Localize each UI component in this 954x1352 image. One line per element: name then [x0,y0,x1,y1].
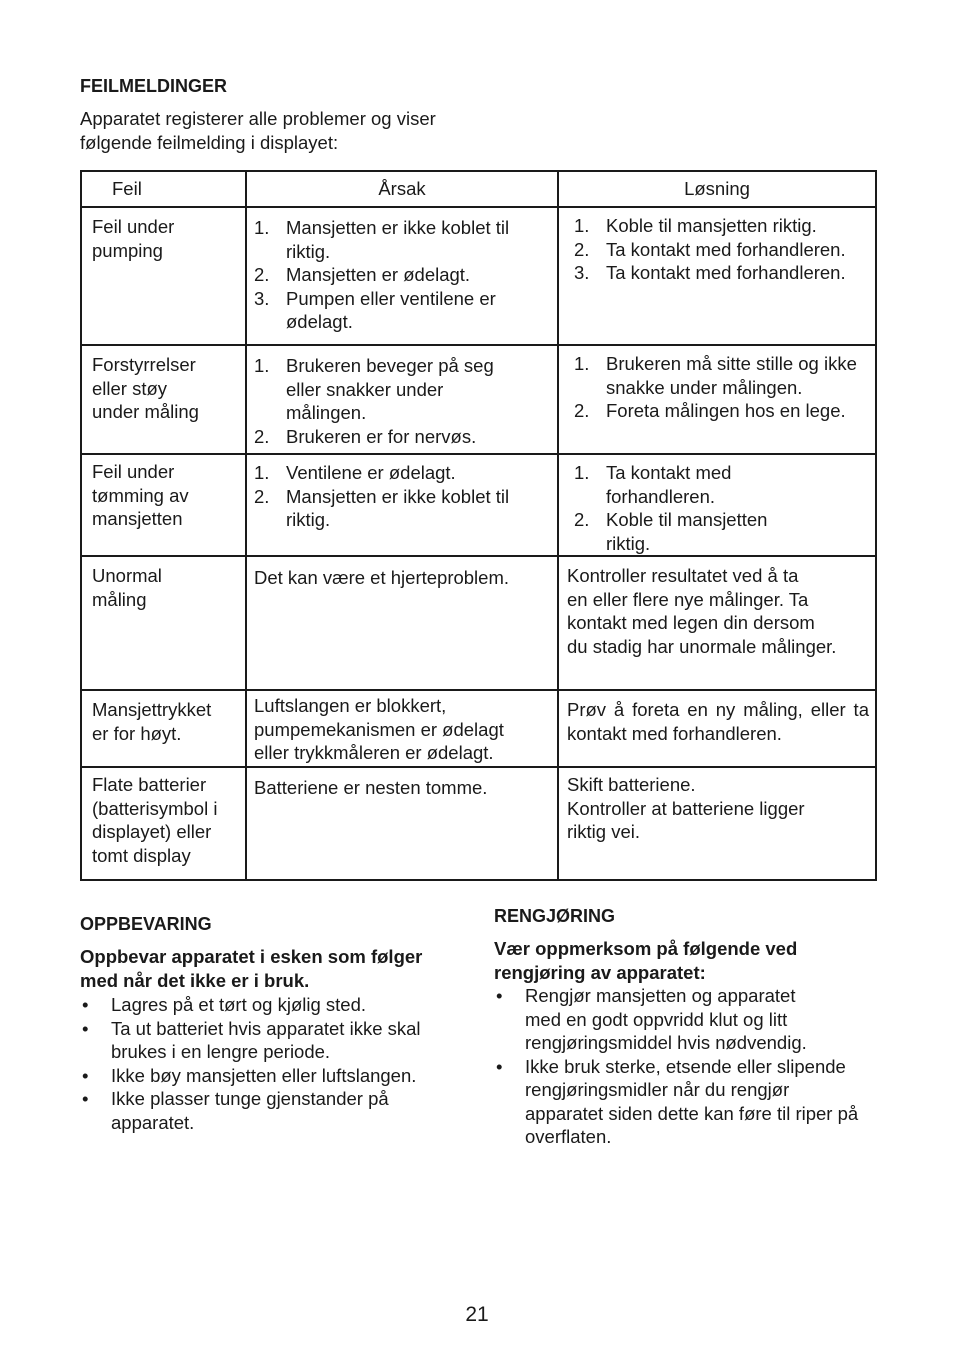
list-item-text: Rengjør mansjetten og apparatet med en godt oppvridd klut og litt rengjøringsmiddel hvis nødvendig. [525,985,807,1053]
list-item-text: Ta kontakt med forhandleren. [606,262,846,283]
bullet-icon: • [82,994,89,1015]
feil-cell [81,454,246,556]
arsak-cell [246,556,558,690]
list-item: 1. Brukeren må sitte stille og ikke snakke under målingen. [574,353,857,398]
bullet-icon: • [496,1055,503,1077]
feil-line: Mansjettrykket [92,699,212,720]
list-item: 3. Pumpen eller ventilene er ødelagt. [254,287,496,332]
list-item: 1. Ventilene er ødelagt. [254,462,456,483]
feil-line: (batterisymbol i [92,797,218,819]
arsak-text: Batteriene er nesten tomme. [254,777,488,798]
cleaning-lead [494,937,874,984]
losning-line: riktig vei. [567,821,640,842]
feil-line: Feil under [92,461,175,482]
feil-line: mansjetten [92,508,183,529]
losning-cell [558,767,876,880]
feil-cell [81,345,246,454]
list-item-text: Mansjetten er ikke koblet til riktig. [286,485,510,530]
losning-cell [558,207,876,345]
cleaning-lead-line1: Vær oppmerksom på følgende ved [494,938,798,959]
list-item: 2. Foreta målingen hos en lege. [574,400,846,421]
table-row [81,345,876,454]
errors-intro-line2: følgende feilmelding i displayet: [80,131,339,153]
feil-line: tomt display [92,844,191,866]
losning-line: Kontroller at batteriene ligger [567,797,805,819]
storage-lead-line2: med når det ikke er i bruk. [80,969,310,991]
list-item-text: Koble til mansjetten riktig. [606,215,817,236]
errors-heading: FEILMELDINGER [80,76,227,96]
feil-line: Forstyrrelser [92,354,196,375]
losning-line: Kontroller resultatet ved å ta [567,565,799,586]
list-item-text: Ventilene er ødelagt. [286,462,456,483]
list-item: 2. Mansjetten er ødelagt. [254,264,471,285]
table-row [81,556,876,690]
feil-line: måling [92,588,147,610]
errors-intro [80,107,436,154]
header-arsak: Årsak [246,171,558,207]
table-header-row [81,171,876,207]
bullet-icon: • [82,1017,89,1039]
storage-lead [80,945,460,992]
losning-cell [558,345,876,454]
feil-line: tømming av [92,484,189,506]
bullet-icon: • [82,1064,89,1086]
list-item: 1. Mansjetten er ikke koblet til riktig. [254,217,510,262]
arsak-line: Luftslangen er blokkert, [254,695,447,716]
list-item-text: Ikke bøy mansjetten eller luftslangen. [111,1064,417,1086]
list-item-text: Pumpen eller ventilene er ødelagt. [286,287,496,332]
feil-line: pumping [92,239,163,261]
list-item-text: Koble til mansjetten riktig. [606,509,768,554]
errors-intro-line1: Apparatet registerer alle problemer og viser [80,108,436,129]
list-item: 1. Brukeren beveger på seg eller snakker under målingen. [254,355,494,423]
page-number: 21 [465,1303,489,1326]
list-item-text: Ta kontakt med forhandleren. [606,462,732,507]
arsak-line: pumpemekanismen er ødelagt [254,718,504,740]
list-item-text: Mansjetten er ødelagt. [286,264,471,285]
list-item [494,1055,872,1149]
feil-line: Feil under [92,216,175,237]
list-item-text: Brukeren må sitte stille og ikke snakke under målingen. [606,353,857,398]
arsak-cell [246,345,558,454]
list-item-text: Brukeren beveger på seg eller snakker under målingen. [286,355,494,423]
feil-cell [81,556,246,690]
header-feil: Feil [81,171,246,207]
list-item-text: Ikke plasser tunge gjenstander på apparatet. [111,1088,389,1133]
cleaning-heading: RENGJØRING [494,906,616,926]
feil-line: Flate batterier [92,774,207,795]
losning-text: Prøv å foreta en ny måling, eller ta kontakt med forhandleren. [567,699,869,744]
list-item: 3. Ta kontakt med forhandleren. [574,262,846,283]
arsak-cell [246,207,558,345]
table-row [81,207,876,345]
feil-line: displayet) eller [92,821,212,842]
list-item: 1. Koble til mansjetten riktig. [574,215,817,236]
list-item: 2. Ta kontakt med forhandleren. [574,238,846,260]
list-item-text: Foreta målingen hos en lege. [606,400,846,421]
feil-cell [81,690,246,767]
bullet-icon: • [496,985,503,1006]
feil-line: er for høyt. [92,722,182,744]
feil-cell [81,767,246,880]
header-losning: Løsning [558,171,876,207]
table-row [81,767,876,880]
arsak-cell [246,690,558,767]
arsak-line: eller trykkmåleren er ødelagt. [254,742,494,763]
storage-heading: OPPBEVARING [80,914,212,934]
list-item: 2. Brukeren er for nervøs. [254,425,477,447]
cleaning-list [494,984,872,1149]
feil-line: eller støy [92,377,168,399]
feil-cell [81,207,246,345]
list-item-text: Brukeren er for nervøs. [286,425,477,447]
storage-list [80,993,460,1134]
feil-line: under måling [92,401,199,422]
losning-line: du stadig har unormale målinger. [567,635,837,657]
storage-lead-line1: Oppbevar apparatet i esken som følger [80,946,423,967]
list-item: 1. Ta kontakt med forhandleren. [574,462,732,507]
losning-cell [558,556,876,690]
list-item: 2. Koble til mansjetten riktig. [574,509,768,554]
losning-cell [558,690,876,767]
list-item-text: Lagres på et tørt og kjølig sted. [111,994,367,1015]
list-item: 2. Mansjetten er ikke koblet til riktig. [254,485,510,530]
list-item-text: Ikke bruk sterke, etsende eller slipende rengjøringsmidler når du rengjør apparatet siden dette kan føre til riper på overflaten. [525,1055,859,1147]
cleaning-lead-line2: rengjøring av apparatet: [494,961,706,983]
list-item [80,993,460,1017]
feil-line: Unormal [92,565,162,586]
list-item-text: Mansjetten er ikke koblet til riktig. [286,217,510,262]
list-item [80,1087,460,1134]
arsak-cell [246,767,558,880]
bullet-icon: • [82,1088,89,1109]
losning-line: Skift batteriene. [567,774,696,795]
list-item [80,1017,460,1064]
losning-line: kontakt med legen din dersom [567,612,815,633]
table-row [81,690,876,767]
arsak-text: Det kan være et hjerteproblem. [254,567,510,588]
losning-line: en eller flere nye målinger. Ta [567,588,809,610]
list-item-text: Ta ut batteriet hvis apparatet ikke skal brukes i en lengre periode. [111,1017,421,1062]
list-item [80,1064,460,1088]
losning-cell [558,454,876,556]
list-item [494,984,872,1055]
list-item-text: Ta kontakt med forhandleren. [606,238,846,260]
error-table [80,170,877,881]
table-row [81,454,876,556]
arsak-cell [246,454,558,556]
